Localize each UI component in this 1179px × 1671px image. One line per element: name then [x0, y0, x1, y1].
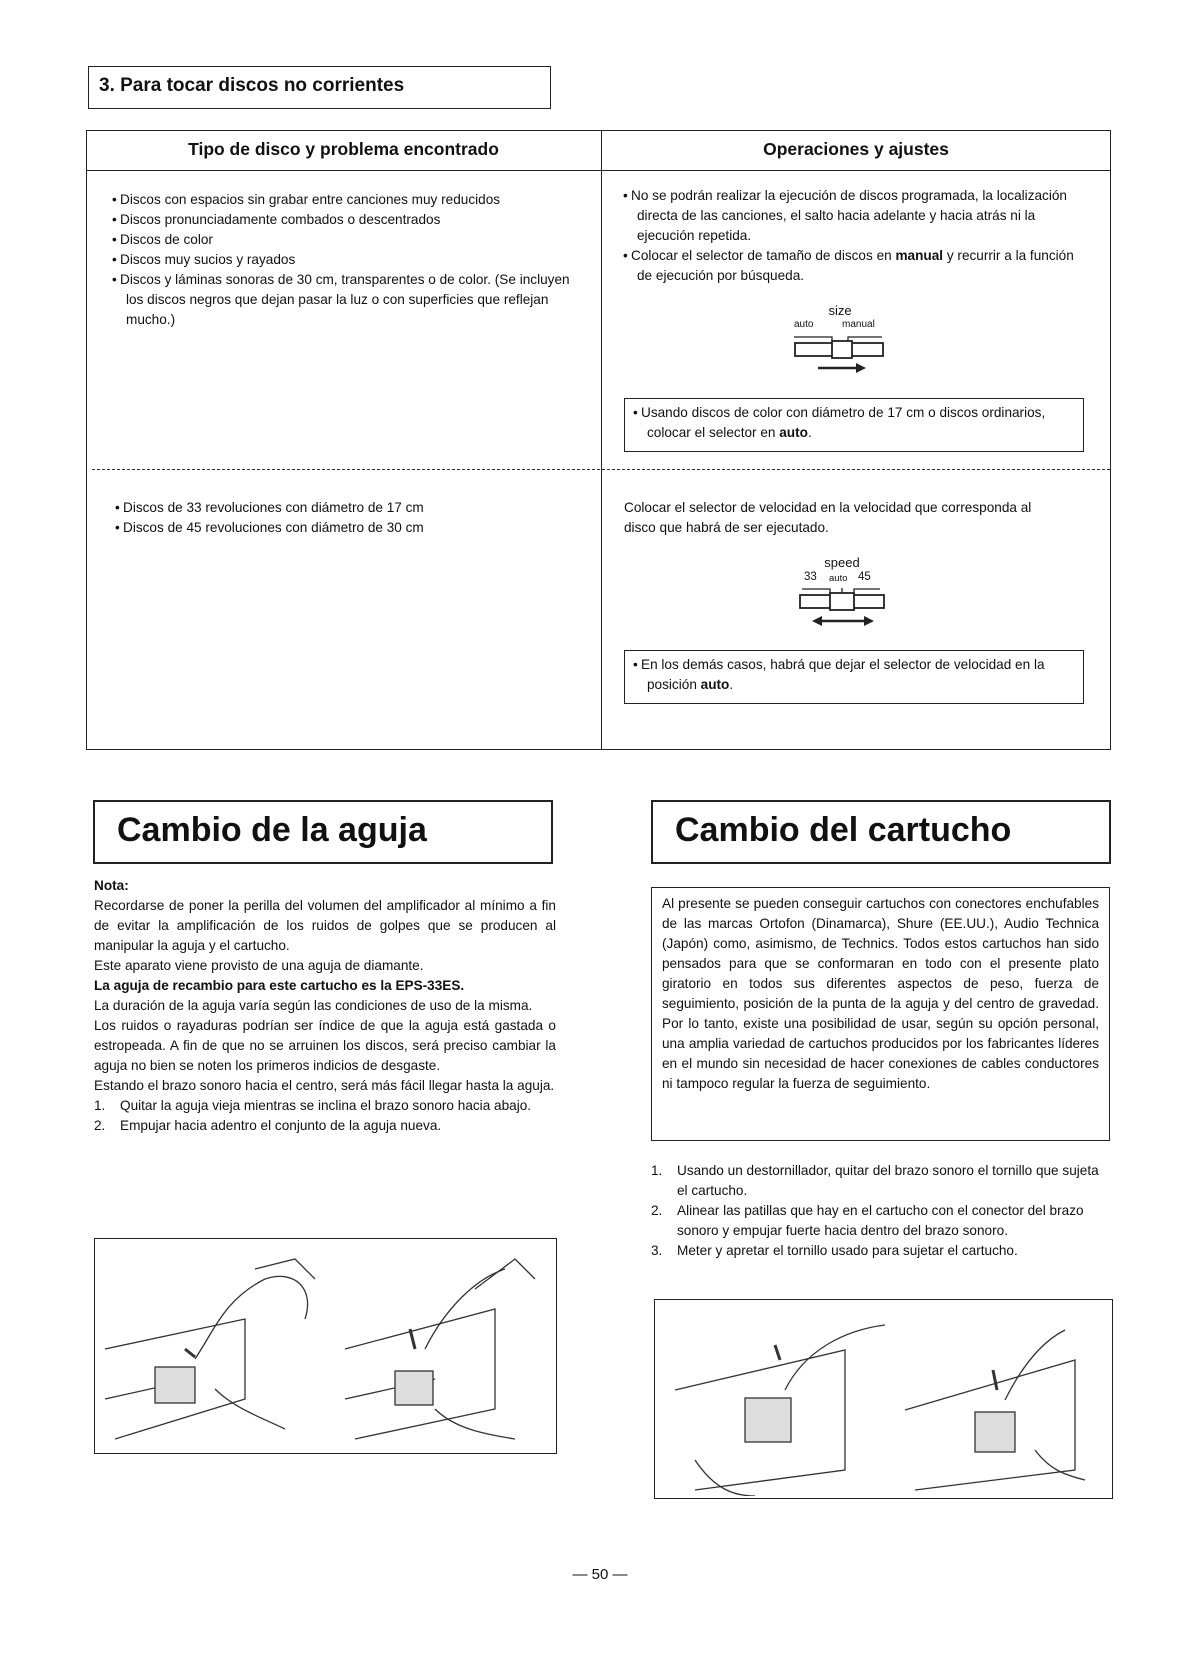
row2-right-text: Colocar el selector de velocidad en la velocidad que corresponda al disco que habrá de ser ejecutado.: [624, 500, 1032, 535]
replacement-needle-note: La aguja de recambio para este cartucho es la EPS-33ES.: [94, 978, 465, 993]
note-text: • Usando discos de color con diámetro de 17 cm o discos ordinarios, colocar el selector en auto.: [633, 403, 1075, 443]
table-header-rule: [86, 170, 1111, 171]
cartucho-info-box: [651, 887, 1110, 1141]
row1-right-list: [623, 186, 1078, 286]
note-box-auto-size: [624, 398, 1084, 452]
cartucho-info-text: Al presente se pueden conseguir cartuchos con conectores enchufables de las marcas Ortofon (Dinamarca), Shure (EE.UU.), Audio Technica (Japón) como, asimismo, de Technics. Todos estos cartuchos han sido pensados para que se conformaran en todo con el presente plato giratorio en todos sus diferentes aspectos de peso, fuerza de seguimiento, posición de la punta de la aguja y del centro de gravedad. Por lo tanto, existe una posibilidad de usar, según su opción personal, una amplia variedad de cartuchos producidos por los fabricantes líderes en el mundo sin necesidad de hacer conexiones de cables conductores ni tampoco regular la fuerza de seguimiento.: [662, 896, 1099, 1091]
list-item: 3. Meter y apretar el tornillo usado para sujetar el cartucho.: [651, 1243, 1018, 1258]
list-item: • Discos de 33 revoluciones con diámetro de 17 cm: [115, 498, 585, 518]
cartucho-illustration: [654, 1299, 1113, 1499]
list-item: • Discos de color: [112, 230, 582, 250]
paragraph: Estando el brazo sonoro hacia el centro, será más fácil llegar hasta la aguja.: [94, 1078, 555, 1093]
row2-left-list: [115, 498, 585, 538]
list-item: • Discos muy sucios y rayados: [112, 250, 582, 270]
size-selector-diagram: [790, 303, 890, 383]
list-item: • Discos pronunciadamente combados o descentrados: [112, 210, 582, 230]
note-text: • En los demás casos, habrá que dejar el selector de velocidad en la posición auto.: [633, 655, 1075, 695]
cartucho-title: Cambio del cartucho: [675, 811, 1012, 849]
needle-replacement-illustration: [95, 1239, 555, 1451]
paragraph: Este aparato viene provisto de una aguja de diamante.: [94, 958, 424, 973]
row1-left-list: [112, 190, 582, 330]
col1-header: Tipo de disco y problema encontrado: [188, 139, 499, 159]
list-item: • No se podrán realizar la ejecución de discos programada, la localización directa de las canciones, el salto hacia adelante y hacia atrás ni la ejecución repetida.: [623, 186, 1078, 246]
aguja-title-box: [93, 800, 553, 864]
paragraph: Los ruidos o rayaduras podrían ser índice de que la aguja está gastada o estropeada. A fin de que no se arruinen los discos, será preciso cambiar la aguja no bien se noten los primeros indicios de desgaste.: [94, 1018, 556, 1073]
list-item: • Discos con espacios sin grabar entre canciones muy reducidos: [112, 190, 582, 210]
size-manual-label: manual: [842, 319, 875, 330]
aguja-body: [94, 876, 556, 1136]
paragraph: La duración de la aguja varía según las condiciones de uso de la misma.: [94, 998, 533, 1013]
list-item: • Colocar el selector de tamaño de discos en manual y recurrir a la función de ejecución por búsqueda.: [623, 246, 1078, 286]
list-item: 1. Quitar la aguja vieja mientras se inclina el brazo sonoro hacia abajo.: [94, 1098, 532, 1113]
speed-selector-diagram: [792, 555, 892, 635]
list-item: 2. Empujar hacia adentro el conjunto de la aguja nueva.: [94, 1118, 442, 1133]
aguja-title: Cambio de la aguja: [117, 811, 427, 849]
speed-33-label: 33: [804, 571, 817, 583]
size-auto-label: auto: [794, 319, 814, 330]
speed-auto-label: auto: [829, 573, 848, 584]
note-box-auto-speed: [624, 650, 1084, 704]
section-title: 3. Para tocar discos no corrientes: [99, 75, 405, 96]
size-switch-icon: [790, 331, 890, 381]
size-label: size: [828, 303, 852, 318]
row-separator: [92, 469, 1110, 470]
cartucho-steps-block: [651, 1161, 1113, 1261]
aguja-illustration: [94, 1238, 557, 1454]
list-item: • Discos de 45 revoluciones con diámetro de 30 cm: [115, 518, 585, 538]
table-divider: [601, 130, 602, 750]
nota-label: Nota:: [94, 878, 129, 893]
list-item: 2. Alinear las patillas que hay en el cartucho con el conector del brazo sonoro y empujar fuerte hacia dentro del brazo sonoro.: [651, 1203, 1084, 1238]
col2-header: Operaciones y ajustes: [763, 139, 949, 159]
speed-switch-icon: [792, 585, 892, 633]
cartucho-title-box: [651, 800, 1111, 864]
page-number: — 50 —: [572, 1566, 628, 1583]
cartucho-steps: [651, 1161, 1113, 1261]
cartridge-replacement-illustration: [655, 1300, 1110, 1496]
speed-45-label: 45: [858, 571, 871, 583]
list-item: 1. Usando un destornillador, quitar del brazo sonoro el tornillo que sujeta el cartucho.: [651, 1163, 1099, 1198]
paragraph: Recordarse de poner la perilla del volumen del amplificador al mínimo a fin de evitar la amplificación de los ruidos de golpes que se producen al manipular la aguja y el cartucho.: [94, 898, 556, 953]
aguja-steps: [94, 1096, 556, 1136]
speed-label: speed: [824, 555, 860, 570]
list-item: • Discos y láminas sonoras de 30 cm, transparentes o de color. (Se incluyen los discos negros que dejan pasar la luz o con superficies que reflejan mucho.): [112, 270, 582, 330]
section-title-box: [88, 66, 551, 109]
